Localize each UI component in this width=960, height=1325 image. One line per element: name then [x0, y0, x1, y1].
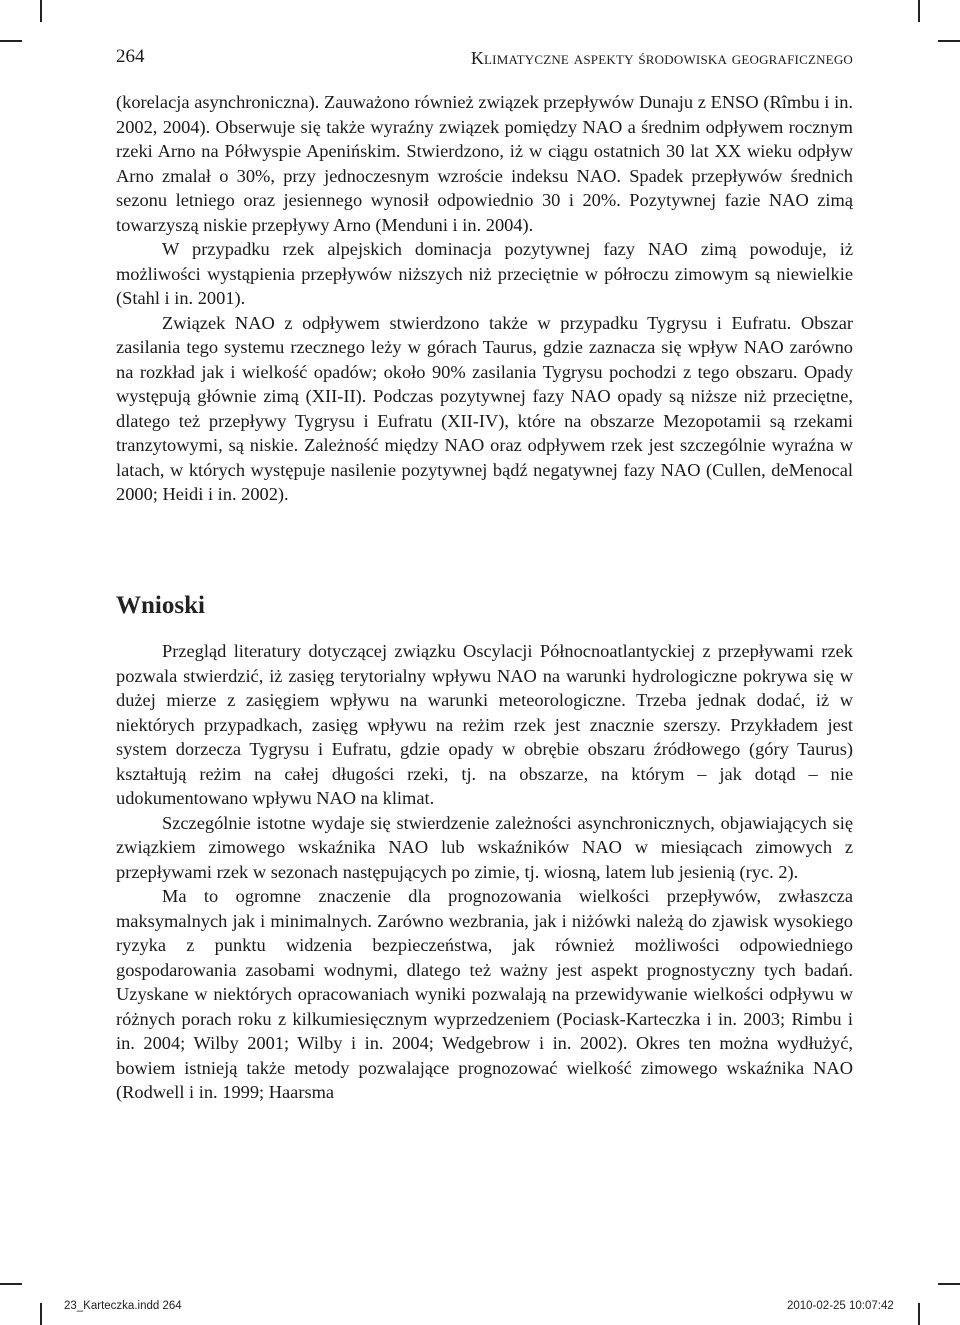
running-title: Klimatyczne aspekty środowiska geograficznego	[470, 48, 853, 68]
crop-mark-bottom-left	[40, 1303, 42, 1325]
crop-mark-top-right-h	[938, 40, 960, 42]
page-header	[116, 44, 853, 74]
crop-mark-bottom-left-h	[0, 1283, 22, 1285]
page-number: 264	[116, 46, 145, 67]
crop-mark-bottom-right	[918, 1303, 920, 1325]
paragraph: Szczególnie istotne wydaje się stwierdzenie zależności asynchronicznych, objawiających się związkiem zimowego wskaźnika NAO lub wskaźników NAO w miesiącach zimowych z przepływami rzek w sezonach następujących po zimie, tj. wiosną, latem lub jesienią (ryc. 2).	[116, 812, 853, 882]
paragraph: Związek NAO z odpływem stwierdzono także w przypadku Tygrysu i Eufratu. Obszar zasilania tego systemu rzecznego leży w górach Taurus, gdzie zaznacza się wpływ NAO zarówno na rozkład jak i wielkość opadów; około 90% zasilania Tygrysu pochodzi z tego obszaru. Opady występują głównie zimą (XII-II). Podczas pozytywnej fazy NAO opady są niższe niż przeciętne, dlatego też przepływy Tygrysu i Eufratu (XII-IV), które na obszarze Mezopotamii są rzekami tranzytowymi, są niskie. Zależność między NAO oraz odpływem rzek jest szczególnie wyraźna w latach, w których występuje nasilenie pozytywnej bądź negatywnej fazy NAO (Cullen, deMenocal 2000; Heidi i in. 2002).	[116, 312, 853, 504]
crop-mark-bottom-right-h	[938, 1283, 960, 1285]
crop-mark-top-right	[918, 0, 920, 22]
crop-mark-top-left	[40, 0, 42, 22]
footer-file: 23_Karteczka.indd 264	[64, 1300, 182, 1312]
paragraph: Ma to ogromne znaczenie dla prognozowania wielkości przepływów, zwłaszcza maksymalnych jak i minimalnych. Zarówno wezbrania, jak i niżówki należą do zjawisk wysokiego ryzyka z punktu widzenia bezpieczeństwa, jak również możliwości odpowiedniego gospodarowania zasobami wodnymi, dlatego też ważny jest aspekt prognostyczny tych badań. Uzyskane w niektórych opracowaniach wyniki pozwalają na przewidywanie wielkości odpływu w różnych porach roku z kilkumiesięcznym wyprzedzeniem (Pociask-Karteczka i in. 2003; Rimbu i in. 2004; Wilby 2001; Wilby i in. 2004; Wedgebrow i in. 2002). Okres ten można wydłużyć, bowiem istnieją także metody pozwalające prognozować wielkość zimowego wskaźnika NAO (Rodwell i in. 1999; Haarsma	[116, 886, 853, 1102]
footer-timestamp: 2010-02-25 10:07:42	[787, 1300, 894, 1312]
paragraph: (korelacja asynchroniczna). Zauważono również związek przepływów Dunaju z ENSO (Rîmbu i in. 2002, 2004). Obserwuje się także wyraźny związek pomiędzy NAO a średnim odpływem rocznym rzeki Arno na Półwyspie Apenińskim. Stwierdzono, iż w ciągu ostatnich 30 lat XX wieku odpływ Arno zmalał o 30%, przy jednoczesnym wzroście indeksu NAO. Spadek przepływów średnich sezonu letniego oraz jesiennego wynosił odpowiednio 30 i 20%. Pozytywnej fazie NAO zimą towarzyszą niskie przepływy Arno (Menduni i in. 2004).	[116, 92, 853, 235]
body-text-bottom	[116, 639, 853, 1105]
paragraph: W przypadku rzek alpejskich dominacja pozytywnej fazy NAO zimą powoduje, iż możliwości wystąpienia przepływów niższych niż przeciętnie w półroczu zimowym są niewielkie (Stahl i in. 2001).	[116, 239, 853, 308]
section-heading: Wnioski	[116, 592, 205, 619]
body-text-top	[116, 90, 853, 507]
crop-mark-top-left-h	[0, 40, 22, 42]
paragraph: Przegląd literatury dotyczącej związku Oscylacji Północnoatlantyckiej z przepływami rzek pozwala stwierdzić, iż zasięg terytorialny wpływu NAO na warunki hydrologiczne pokrywa się w dużej mierze z zasięgiem wpływu na warunki meteorologiczne. Trzeba jednak dodać, iż w niektórych przypadkach, zasięg wpływu na reżim rzek jest znacznie szerszy. Przykładem jest system dorzecza Tygrysu i Eufratu, gdzie opady w obrębie obszaru źródłowego (góry Taurus) kształtują reżim na całej długości rzeki, tj. na obszarze, na którym – jak dotąd – nie udokumentowano wpływu NAO na klimat.	[116, 641, 853, 808]
